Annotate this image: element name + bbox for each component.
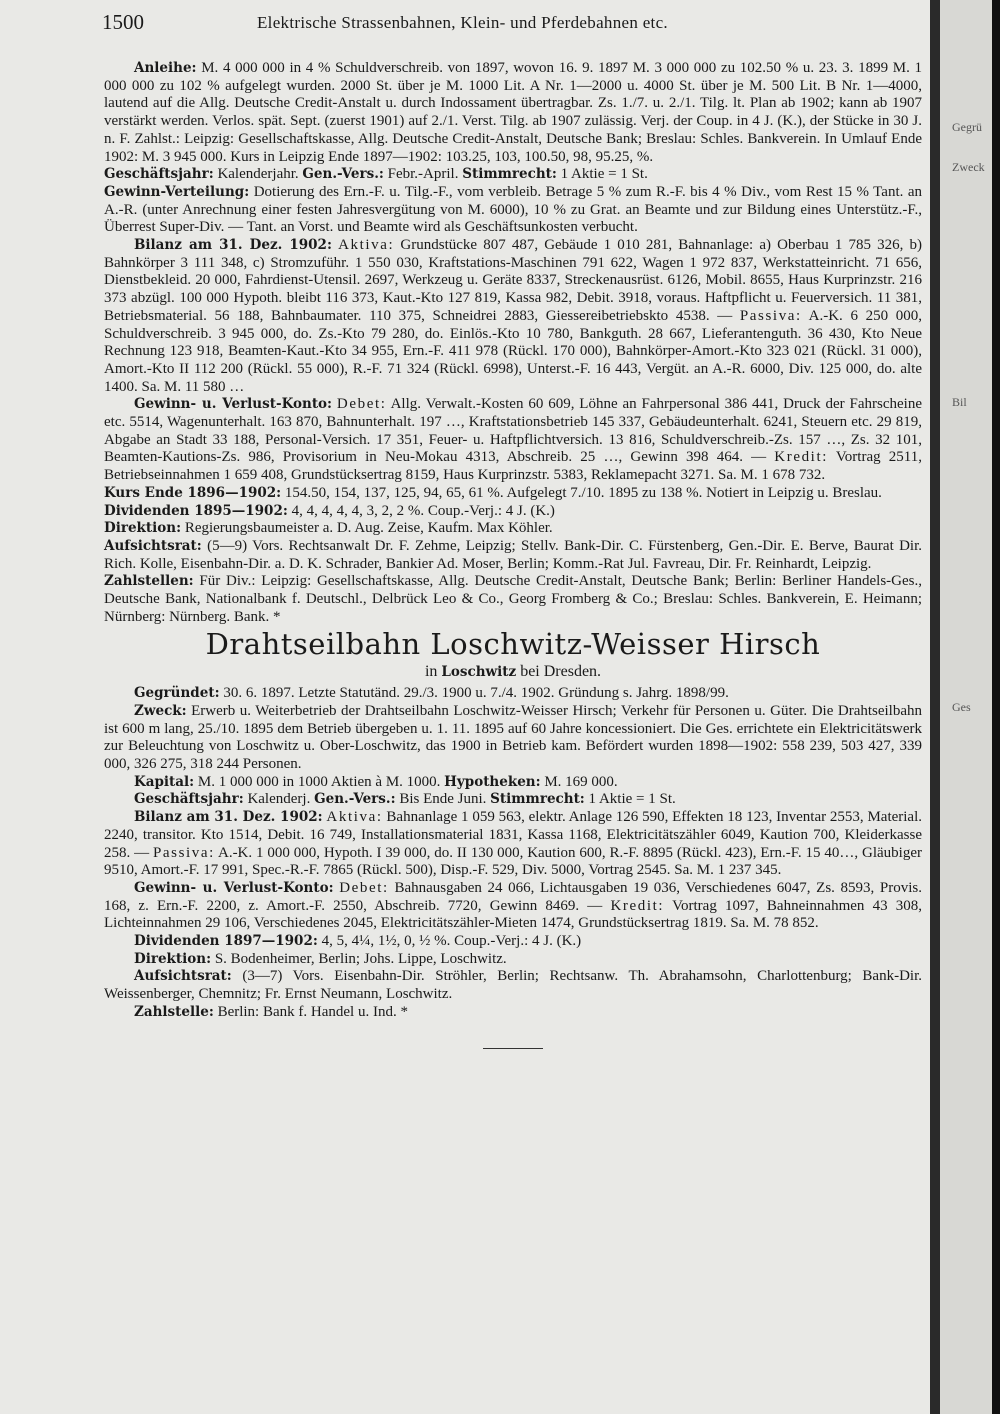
guv-paragraph-2: [104, 880, 922, 933]
direktion-label-2: Direktion:: [134, 950, 212, 967]
bilanz-aktiva-text-2: Bahnanlage 1 059 563, elektr. Anlage 126 590, Effekten 18 123, Inventar 2553, Material. 2240, transitor. Kto 1514, Debit. 16 749, Installationsmaterial 1831, Kassa 1168, Elektricitätszähler 6049, Kaution 700, Kleiderkasse 258. —: [104, 809, 923, 861]
page-header: [102, 10, 922, 36]
dividenden-text-2: 4, 5, 4¼, 1½, 0, ½ %. Coup.-Verj.: 4 J. (K.): [321, 933, 582, 950]
zahlstelle-label-2: Zahlstelle:: [134, 1003, 214, 1020]
page-gutter-shadow: [930, 0, 940, 1414]
meta-line: [104, 166, 922, 184]
dividenden-label-2: Dividenden 1897—1902:: [134, 933, 318, 950]
gj-label-2: Geschäftsjahr:: [134, 791, 244, 808]
guv-debet-text: Allg. Verwalt.-Kosten 60 609, Löhne an Fahrpersonal 386 441, Druck der Fahrscheine etc. 5514, Wagenunterhalt. 163 870, Bahnunterhalt. 197 …, Kraftstationsbetrieb 145 337, Gebäudeunterhalt. 6241, Steuern etc. 29 819, Abgabe an Stadt 33 188, Personal-Versich. 17 351, Feuer- u. Haftpflichtversich. 13 816, Schuldverschreib.-Zs. 157 …, Zs. 32 101, Beamten-Kautions-Zs. 986, Provisorium in Neu-Mokau 4313, Abschreib. 25 …, Gewinn 398 464. —: [104, 396, 922, 466]
direktion-text-2: S. Bodenheimer, Berlin; Johs. Lippe, Loschwitz.: [214, 950, 507, 967]
gj-text: Kalenderjahr.: [217, 166, 299, 183]
scan-edge: [992, 0, 1000, 1414]
bilanz-paragraph-2: [104, 809, 922, 880]
subtitle-pre: in: [424, 662, 438, 680]
gv-label: Gen.-Vers.:: [302, 166, 384, 183]
anleihe-label: Anleihe:: [134, 60, 197, 76]
aktiva-label: Aktiva:: [338, 237, 395, 254]
aufsichtsrat-paragraph: [104, 538, 922, 573]
gewinn-label: Gewinn-Verteilung:: [104, 183, 250, 200]
kapital-text: M. 1 000 000 in 1000 Aktien à M. 1000.: [197, 773, 441, 790]
dividenden-text: 4, 4, 4, 4, 4, 3, 2, 2 %. Coup.-Verj.: 4 J. (K.): [291, 502, 555, 519]
margin-fragment: Ges: [952, 700, 971, 714]
hypotheken-text: M. 169 000.: [544, 773, 618, 790]
debet-label-2: Debet:: [339, 879, 389, 896]
gj-text-2: Kalenderj.: [247, 791, 311, 808]
zweck-label: Zweck:: [134, 702, 187, 719]
running-title: Elektrische Strassenbahnen, Klein- und Pferdebahnen etc.: [257, 13, 668, 32]
zahlstellen-paragraph: [104, 573, 922, 626]
gegruendet-paragraph: [104, 685, 922, 703]
aktiva-label-2: Aktiva:: [326, 809, 383, 826]
direktion-label: Direktion:: [104, 520, 182, 537]
zweck-paragraph: [104, 703, 922, 774]
subtitle-place: Loschwitz: [441, 663, 517, 680]
kurs-paragraph: [104, 485, 922, 503]
aufsichtsrat-text-2: (3—7) Vors. Eisenbahn-Dir. Ströhler, Berlin; Rechtsanw. Th. Abrahamsohn, Charlottenburg; Bank-Dir. Weissenberger, Chemnitz; Fr. Ernst Neumann, Loschwitz.: [104, 968, 922, 1003]
gv-text: Febr.-April.: [387, 166, 459, 183]
st-text-2: 1 Aktie = 1 St.: [588, 791, 676, 808]
bilanz-label: Bilanz am 31. Dez. 1902:: [134, 237, 332, 254]
zahlstelle-paragraph-2: [104, 1004, 922, 1022]
gegruendet-text: 30. 6. 1897. Letzte Statutänd. 29./3. 1900 u. 7./4. 1902. Gründung s. Jahrg. 1898/99.: [223, 685, 729, 702]
direktion-paragraph: [104, 520, 922, 538]
debet-label: Debet:: [336, 396, 387, 413]
margin-fragment: Bil: [952, 395, 967, 409]
kredit-label-2: Kredit:: [610, 897, 665, 914]
page-content: [104, 60, 922, 1049]
zahlstellen-text: Für Div.: Leipzig: Gesellschaftskasse, Allg. Deutsche Credit-Anstalt, Deutsche Bank; Berlin: Berliner Handels-Ges., Deutsche Bank, Nationalbank f. Deutschl., Delbrück Leo & Co., Georg Fromberg & Co.; Breslau: Schles. Bankverein, E. Heimann; Nürnberg: Nürnberg. Bank. *: [104, 573, 922, 625]
guv-paragraph: [104, 396, 922, 485]
kurs-text: 154.50, 154, 137, 125, 94, 65, 61 %. Aufgelegt 7./10. 1895 zu 138 %. Notiert in Leipzig u. Breslau.: [284, 484, 882, 501]
guv-debet-text-2: Bahnausgaben 24 066, Lichtausgaben 19 036, Verschiedenes 6047, Zs. 8593, Provis. 168, z. Ern.-F. 2200, z. Amort.-F. 2550, Abschreib. 7720, Gewinn 8469. —: [104, 879, 923, 914]
guv-kredit-text: Vortrag 2511, Betriebseinnahmen 1 659 408, Grundstücksertrag 8159, Haus Kurprinzstr. 5383, Reklamepacht 3271. Sa. M. 1 678 732.: [104, 449, 922, 484]
dividenden-label: Dividenden 1895—1902:: [104, 502, 288, 519]
company-title: Drahtseilbahn Loschwitz-Weisser Hirsch: [205, 626, 821, 661]
bilanz-label-2: Bilanz am 31. Dez. 1902:: [134, 809, 323, 826]
aufsichtsrat-label-2: Aufsichtsrat:: [134, 968, 232, 985]
direktion-paragraph-2: [104, 951, 922, 969]
gv-text-2: Bis Ende Juni.: [399, 791, 487, 808]
dividenden-paragraph: [104, 503, 922, 521]
aufsichtsrat-paragraph-2: [104, 968, 922, 1003]
zahlstellen-label: Zahlstellen:: [104, 573, 194, 590]
kurs-label: Kurs Ende 1896—1902:: [104, 484, 282, 501]
anleihe-text: M. 4 000 000 in 4 % Schuldverschreib. von 1897, wovon 16. 9. 1897 M. 3 000 000 zu 102.50 % u. 23. 3. 1899 M. 1 000 000 zu 102 % aufgelegt wurden. 2000 St. über je M. 1000 Lit. A Nr. 1—2000 u. 4000 St. über je M. 500 Lit. B Nr. 1—4000, lautend auf die Allg. Deutsche Credit-Anstalt u. durch Indossament übertragbar. Zs. 1./7. u. 2./1. Tilg. lt. Plan ab 1902; kann ab 1907 verstärkt werden. Verlos. spät. Sept. (zuerst 1901) auf 2./1. Verst. Tilg. ab 1907 zulässig. Verj. der Coup. in 4 J. (K.), der Stücke in 30 J. n. F. Zahlst.: Leipzig: Gesellschaftskasse, Allg. Deutsche Credit-Anstalt, Deutsche Bank; Breslau: Schles. Bankverein. In Umlauf Ende 1902: M. 3 945 000. Kurs in Leipzig Ende 1897—1902: 103.25, 103, 100.50, 98, 95.25, %.: [104, 60, 923, 165]
kapital-paragraph: [104, 774, 922, 792]
aufsichtsrat-label: Aufsichtsrat:: [104, 537, 202, 554]
gv-label-2: Gen.-Vers.:: [314, 791, 396, 808]
direktion-text: Regierungsbaumeister a. D. Aug. Zeise, Kaufm. Max Köhler.: [184, 520, 553, 537]
bilanz-passiva-text-2: A.-K. 1 000 000, Hypoth. I 39 000, do. II 130 000, Kaution 600, R.-F. 8895 (Rückl. 423), Ern.-F. 15 40…, Gläubiger 9510, Amort.-F. 17 991, Spec.-R.-F. 7865 (Rückl. 500), Disp.-F. 529, Div. 5000, Vortrag 2545. Sa. M. 1 237 345.: [104, 844, 922, 879]
gj-label: Geschäftsjahr:: [104, 166, 214, 183]
zahlstelle-text-2: Berlin: Bank f. Handel u. Ind. *: [217, 1003, 408, 1020]
bilanz-aktiva-text: Grundstücke 807 487, Gebäude 1 010 281, Bahnanlage: a) Oberbau 1 785 326, b) Bahnkörper 3 111 348, c) Stromzuführ. 1 550 030, Kraftstations-Maschinen 791 622, Wagen 1 972 837, Werkstatteinricht. 71 656, Dienstbekleid. 20 000, Fahrdienst-Utensil. 2697, Werkzeug u. Geräte 8337, Streckenausrüst. 6126, Mobil. 8655, Haus Kurprinzstr. 216 373 abzügl. 100 000 Hypoth. bleibt 116 373, Kaut.-Kto 127 819, Kassa 982, Debit. 3918, voraus. Haftpflicht u. Feuerversich. 11 381, Betriebsmaterial. 56 188, Bahnbaumater. 110 375, Schneidrei 2883, Giessereibetriebskto 4538. —: [104, 237, 923, 324]
passiva-label-2: Passiva:: [152, 844, 215, 861]
guv-kredit-text-2: Vortrag 1097, Bahneinnahmen 43 308, Lichteinnahmen 29 106, Verschiedenes 2045, Elektricitätszähler-Mieten 1474, Grundstücksertrag 1819. Sa. M. 78 852.: [104, 897, 922, 932]
gewinn-verteilung-paragraph: [104, 184, 922, 237]
meta-line-2: [104, 791, 922, 809]
gegruendet-label: Gegründet:: [134, 685, 220, 702]
company-subtitle: [104, 663, 922, 682]
kredit-label: Kredit:: [774, 449, 828, 466]
bilanz-passiva-text: A.-K. 6 250 000, Schuldverschreib. 3 945 000, do. Zs.-Kto 79 280, do. Einlös.-Kto 10 780, Bankguth. 28 667, Lieferantenguth. 36 430, Kto Neue Rechnung 123 918, Beamten-Kaut.-Kto 34 955, Ern.-F. 411 978 (Rückl. 170 000), Bahnkörper-Amort.-Kto 323 021 (Rückl. 31 000), Amort.-Kto II 112 200 (Rückl. 55 000), R.-F. 71 324 (Rückl. 6998), Unterst.-F. 16 443, Vergüt. an A.-R. 6000, Div. 125 000, do. alte 1400. Sa. M. 11 580 …: [104, 307, 922, 395]
st-label-2: Stimmrecht:: [490, 791, 585, 808]
st-text: 1 Aktie = 1 St.: [560, 166, 648, 183]
adjacent-page-strip: [930, 0, 1000, 1414]
aufsichtsrat-text: (5—9) Vors. Rechtsanwalt Dr. F. Zehme, Leipzig; Stellv. Bank-Dir. C. Fürstenberg, Gen.-Dir. E. Berve, Baurat Dir. Rich. Kolle, Eisenbahn-Dir. a. D. K. Schrader, Bankier Ad. Moser, Berlin; Komm.-Rat Jul. Favreau, Dir. Fr. Reinhardt, Leipzig.: [104, 537, 922, 572]
kapital-label: Kapital:: [134, 773, 195, 790]
end-rule: [483, 1048, 543, 1049]
st-label: Stimmrecht:: [462, 166, 557, 183]
anleihe-paragraph: [104, 60, 922, 166]
dividenden-paragraph-2: [104, 933, 922, 951]
passiva-label: Passiva:: [739, 307, 802, 324]
margin-fragment: Zweck: [952, 160, 985, 174]
margin-fragment: Gegrü: [952, 120, 982, 134]
subtitle-post: bei Dresden.: [520, 662, 602, 680]
page-number: 1500: [102, 10, 144, 34]
zweck-text: Erwerb u. Weiterbetrieb der Drahtseilbahn Loschwitz-Weisser Hirsch; Verkehr für Personen u. Güter. Die Drahtseilbahn ist 600 m lang, 25./10. 1895 dem Betrieb übergeben u. 1. 11. 1895 auf 60 Jahre koncessioniert. Die Ges. errichtete ein Elektricitätswerk zur Beleuchtung von Loschwitz u. Ober-Loschwitz, das 1900 in Betrieb kam. Befördert wurden 1898—1902: 558 239, 503 427, 339 000, 326 275, 318 244 Personen.: [104, 702, 923, 773]
hypotheken-label: Hypotheken:: [444, 773, 541, 790]
guv-label: Gewinn- u. Verlust-Konto:: [134, 396, 333, 413]
gewinn-text: Dotierung des Ern.-F. u. Tilg.-F., vom verbleib. Betrage 5 % zum R.-F. bis 4 % Div., vom Rest 15 % Tant. an A.-R. (unter Anrechnung einer festen Jahresvergütung von M. 6000), 10 % zu Grat. an Beamte und zur Bildung eines Unterstütz.-F., Überrest Super-Div. — Tant. an Vorst. und Beamte wird als Geschäftsunkosten verbucht.: [104, 183, 923, 236]
guv-label-2: Gewinn- u. Verlust-Konto:: [134, 879, 334, 896]
bilanz-paragraph: [104, 237, 922, 396]
